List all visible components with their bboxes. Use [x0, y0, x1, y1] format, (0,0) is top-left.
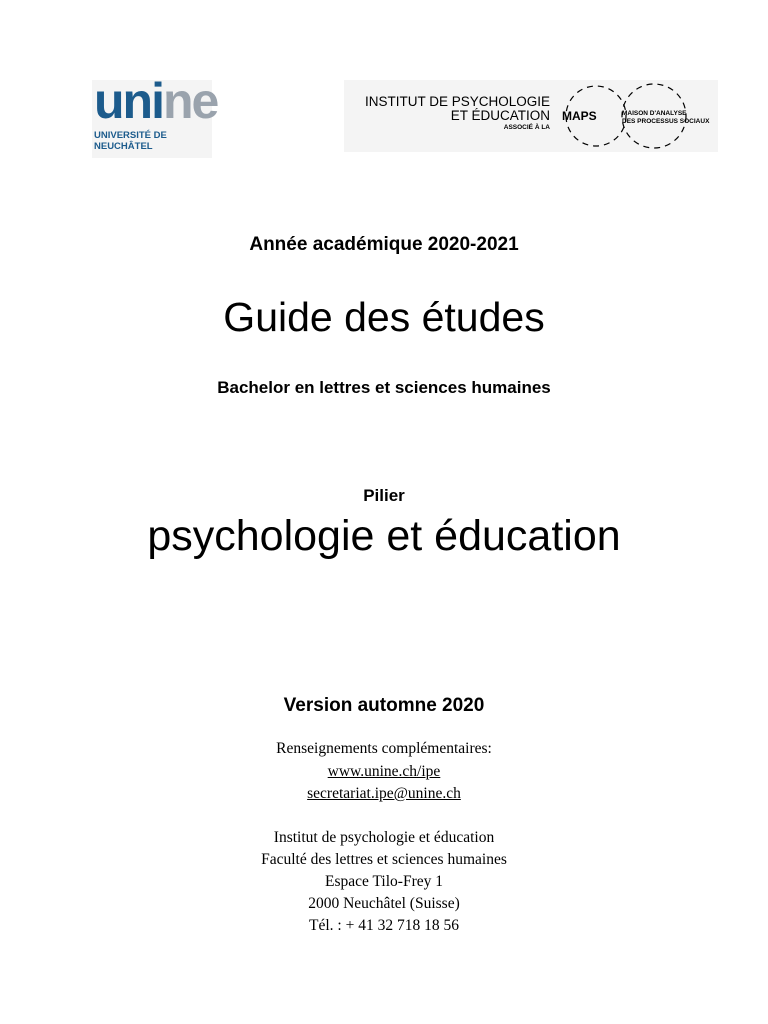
academic-year: Année académique 2020-2021	[249, 234, 519, 255]
pilier-label: Pilier	[363, 486, 405, 505]
ipe-logo-line1: INSTITUT DE PSYCHOLOGIE	[364, 94, 550, 109]
ipe-logo-line2: ET ÉDUCATION	[450, 108, 550, 123]
phone-number: Tél. : + 41 32 718 18 56	[309, 917, 459, 934]
contact-heading: Renseignements complémentaires:	[276, 740, 492, 757]
street-address: Espace Tilo-Frey 1	[325, 873, 443, 890]
document-subtitle: Bachelor en lettres et sciences humaines	[217, 378, 551, 397]
pilier-name: psychologie et éducation	[147, 512, 621, 560]
city-address: 2000 Neuchâtel (Suisse)	[308, 895, 460, 912]
institute-name: Institut de psychologie et éducation	[273, 829, 495, 846]
unine-logo-caption: UNIVERSITÉ DE NEUCHÂTEL	[94, 130, 167, 152]
ipe-maps-logo	[344, 80, 718, 152]
unine-logo-wordmark: unine	[94, 73, 218, 129]
unine-logo	[92, 73, 218, 158]
faculty-name: Faculté des lettres et sciences humaines	[261, 851, 507, 868]
document-title: Guide des études	[223, 294, 545, 340]
website-link[interactable]: www.unine.ch/ipe	[327, 763, 441, 780]
maps-logo-name: MAPS	[562, 109, 597, 123]
maps-logo-sub1: MAISON D'ANALYSE	[622, 110, 687, 117]
version-label: Version automne 2020	[283, 695, 485, 716]
maps-logo-sub2: DES PROCESSUS SOCIAUX	[622, 118, 710, 125]
email-link[interactable]: secretariat.ipe@unine.ch	[307, 785, 461, 802]
ipe-logo-associated: ASSOCIÉ À LA	[503, 124, 550, 131]
